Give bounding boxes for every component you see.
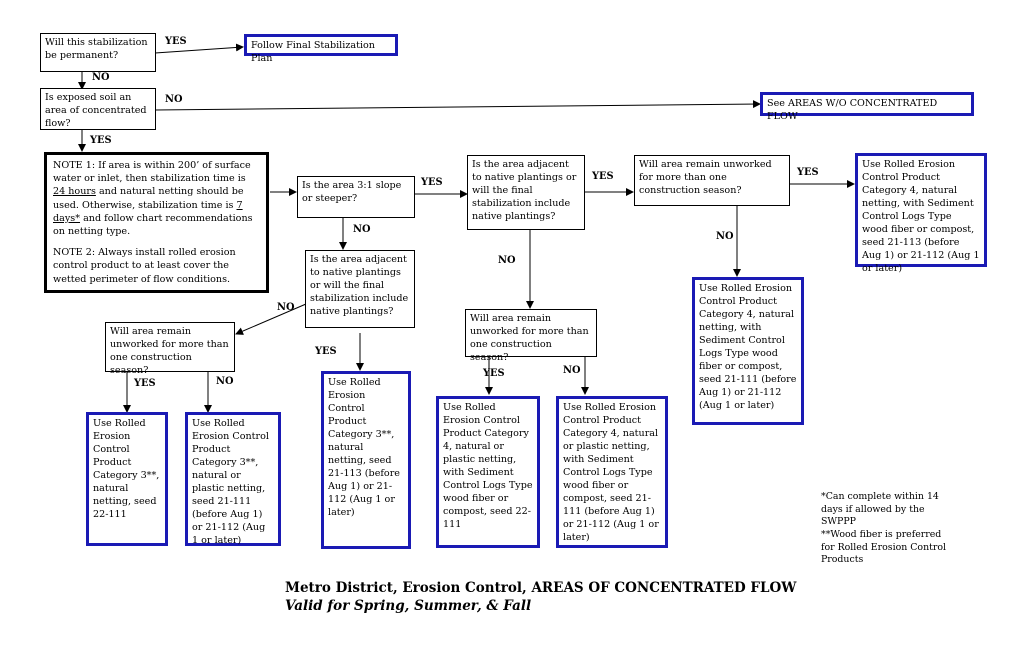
note-1-7-days: 7 days* — [53, 199, 243, 224]
footnote-swppp: *Can complete within 14 days if allowed by the SWPPP — [821, 491, 939, 527]
note-1 — [53, 159, 260, 238]
chart-subtitle: Valid for Spring, Summer, & Fall — [285, 598, 532, 614]
outcome-cat3-natural-111: Use Rolled Erosion Control Product Category 3**, natural netting, seed 22-111 — [86, 412, 168, 546]
label-yes-unworked-left: YES — [134, 378, 156, 389]
label-no-unworked-top: NO — [716, 231, 734, 242]
label-yes-unworked-mid: YES — [483, 368, 505, 379]
label-no-permanent: NO — [92, 72, 110, 83]
label-no-unworked-mid: NO — [563, 365, 581, 376]
label-yes-permanent: YES — [165, 36, 187, 47]
chart-title: Metro District, Erosion Control, AREAS OF CONCENTRATED FLOW — [285, 580, 797, 596]
note-1-text-b: and natural netting should be used. Otherwise, stabilization time is — [53, 186, 244, 211]
question-native-plantings-b: Is the area adjacent to native plantings or will the final stabilization include native plantings? — [305, 250, 415, 328]
note-box — [44, 152, 269, 293]
label-no-slope: NO — [353, 224, 371, 235]
label-no-soil: NO — [165, 94, 183, 105]
label-yes-native-b: YES — [315, 346, 337, 357]
outcome-cat4-sediment-mid: Use Rolled Erosion Control Product Category 4, natural netting, with Sediment Control Logs Type wood fiber or compost, seed 21-111 (before Aug 1) or 21-112 (Aug 1 or later) — [692, 277, 804, 425]
arrow-nativeb-no — [236, 304, 306, 334]
outcome-cat3-natural-113: Use Rolled Erosion Control Product Category 3**, natural netting, seed 21-113 (before Aug 1) or 21-112 (Aug 1 or later) — [321, 371, 411, 549]
outcome-cat4-natural-plastic-yes: Use Rolled Erosion Control Product Category 4, natural or plastic netting, with Sediment Control Logs Type wood fiber or compost, seed 22-111 — [436, 396, 540, 548]
note-1-text-c: and follow chart recommendations on netting type. — [53, 212, 253, 238]
note-1-text-a: NOTE 1: If area is within 200’ of surface water or inlet, then stabilization time is — [53, 160, 251, 185]
note-1-24-hours: 24 hours — [53, 186, 96, 198]
note-2: NOTE 2: Always install rolled erosion control product to at least cover the wetted perimeter of flow conditions. — [53, 247, 236, 285]
question-native-plantings-a: Is the area adjacent to native plantings or will the final stabilization include native plantings? — [467, 155, 585, 230]
outcome-cat4-natural-plastic-no: Use Rolled Erosion Control Product Category 4, natural or plastic netting, with Sediment Control Logs Type wood fiber or compost, seed 21-111 (before Aug 1) or 21-112 (Aug 1 or later) — [556, 396, 668, 548]
label-yes-soil: YES — [90, 135, 112, 146]
outcome-areas-without-concentrated-flow: See AREAS W/O CONCENTRATED FLOW — [760, 92, 974, 116]
label-yes-slope: YES — [421, 177, 443, 188]
label-no-unworked-left: NO — [216, 376, 234, 387]
question-unworked-left: Will area remain unworked for more than one construction season? — [105, 322, 235, 372]
label-no-native-b: NO — [277, 302, 295, 313]
label-yes-unworked-top: YES — [797, 167, 819, 178]
label-yes-native-a: YES — [592, 171, 614, 182]
arrow-soil-no — [155, 104, 760, 110]
outcome-cat3-natural-plastic: Use Rolled Erosion Control Product Category 3**, natural or plastic netting, seed 21-111 (before Aug 1) or 21-112 (Aug 1 or later) — [185, 412, 281, 546]
question-unworked-top: Will area remain unworked for more than one construction season? — [634, 155, 790, 206]
label-no-native-a: NO — [498, 255, 516, 266]
outcome-cat4-sediment-top: Use Rolled Erosion Control Product Category 4, natural netting, with Sediment Control Logs Type wood fiber or compost, seed 21-113 (before Aug 1) or 21-112 (Aug 1 or later) — [855, 153, 987, 267]
question-permanent: Will this stabilization be permanent? — [40, 33, 156, 72]
question-unworked-mid: Will area remain unworked for more than one construction season? — [465, 309, 597, 357]
question-slope: Is the area 3:1 slope or steeper? — [297, 176, 415, 218]
question-exposed-soil: Is exposed soil an area of concentrated flow? — [40, 88, 156, 130]
arrow-permanent-yes — [155, 47, 243, 53]
outcome-final-stabilization-plan: Follow Final Stabilization Plan — [244, 34, 398, 56]
footnote-wood-fiber: **Wood fiber is preferred for Rolled Erosion Control Products — [821, 529, 946, 565]
